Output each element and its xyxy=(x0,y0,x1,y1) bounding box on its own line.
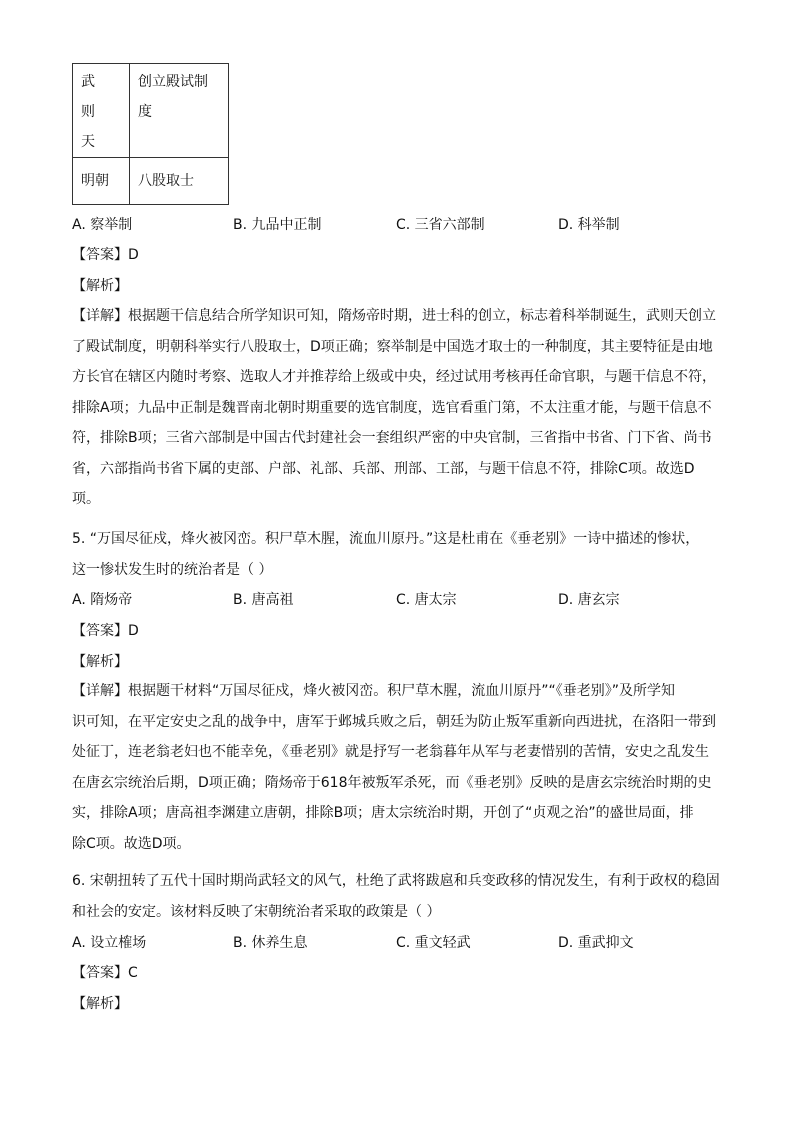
table-cell-mingchao: 明朝 xyxy=(73,158,130,205)
info-table xyxy=(72,63,229,205)
q6-option-b: B. 休养生息 xyxy=(233,935,308,951)
q4-detail-line: 符，排除B项；三省六部制是中国古代封建社会一套组织严密的中央官制，三省指中书省、门下省、尚书 xyxy=(72,430,712,446)
table-row xyxy=(73,64,229,158)
table-cell-wuzetian: 武则天 xyxy=(73,64,130,158)
q4-detail-line: 排除A项；九品中正制是魏晋南北朝时期重要的选官制度，选官看重门第，不太注重才能，与题干信息不 xyxy=(72,399,712,416)
table-cell-bagu: 八股取士 xyxy=(130,158,229,205)
q5-option-b: B. 唐高祖 xyxy=(233,592,294,608)
q6-stem xyxy=(72,866,724,927)
q4-option-d: D. 科举制 xyxy=(558,217,620,233)
q5-detail-line: 在唐玄宗统治后期，D项正确；隋炀帝于618年被叛军杀死，而《垂老别》反映的是唐玄宗统治时期的史 xyxy=(72,774,712,791)
q5-options xyxy=(72,589,722,611)
q4-detail xyxy=(72,301,724,515)
q6-stem-line: 和社会的安定。该材料反映了宋朝统治者采取的政策是（ ） xyxy=(72,903,441,920)
q4-detail-line: 项。 xyxy=(72,491,100,507)
q4-option-c: C. 三省六部制 xyxy=(396,217,485,233)
q4-option-b: B. 九品中正制 xyxy=(233,217,322,233)
q4-detail-line: 方长官在辖区内随时考察、选取人才并推荐给上级或中央，经过试用考核再任命官职，与题干信息不符， xyxy=(72,369,716,385)
q5-answer: 【答案】D xyxy=(72,623,139,639)
table-row xyxy=(73,158,229,205)
q5-stem xyxy=(72,524,724,585)
q6-option-d: D. 重武抑文 xyxy=(558,935,634,951)
q6-stem-line: 6. 宋朝扭转了五代十国时期尚武轻文的风气，杜绝了武将跋扈和兵变政移的情况发生，有利于政权的稳固 xyxy=(72,873,720,889)
q4-detail-line: 省，六部指尚书省下属的吏部、户部、礼部、兵部、刑部、工部，与题干信息不符，排除C项。故选D xyxy=(72,460,695,477)
q4-analysis-heading: 【解析】 xyxy=(72,278,128,294)
q4-detail-line: 【详解】根据题干信息结合所学知识可知，隋炀帝时期，进士科的创立，标志着科举制诞生，武则天创立 xyxy=(72,308,716,324)
q4-detail-line: 了殿试制度，明朝科举实行八股取士，D项正确；察举制是中国选才取士的一种制度，其主要特征是由地 xyxy=(72,338,713,355)
q5-option-c: C. 唐太宗 xyxy=(396,592,457,608)
q5-detail-line: 识可知，在平定安史之乱的战争中，唐军于邺城兵败之后，朝廷为防止叛军重新向西进扰，在洛阳一带到 xyxy=(72,713,716,730)
q5-stem-line: 这一惨状发生时的统治者是（ ） xyxy=(72,561,273,578)
q5-detail-line: 实，排除A项；唐高祖李渊建立唐朝，排除B项；唐太宗统治时期，开创了“贞观之治”的盛世局面，排 xyxy=(72,805,694,821)
q6-option-c: C. 重文轻武 xyxy=(396,935,471,951)
q5-detail-line: 【详解】根据题干材料“万国尽征戍，烽火被冈峦。积尸草木腥，流血川原丹”“《垂老别》”及所学知 xyxy=(72,683,676,699)
q5-option-a: A. 隋炀帝 xyxy=(72,592,133,608)
q4-option-a: A. 察举制 xyxy=(72,217,133,233)
q4-answer: 【答案】D xyxy=(72,247,139,263)
q5-detail xyxy=(72,676,724,859)
q6-option-a: A. 设立榷场 xyxy=(72,935,147,951)
table-cell-dianshi: 创立殿试制度 xyxy=(130,64,229,158)
q6-answer: 【答案】C xyxy=(72,965,138,981)
q6-options xyxy=(72,932,722,954)
q5-detail-line: 处征丁，连老翁老妇也不能幸免，《垂老别》就是抒写一老翁暮年从军与老妻惜别的苦情，安史之乱发生 xyxy=(72,744,709,760)
q5-stem-line: 5. “万国尽征戍，烽火被冈峦。积尸草木腥，流血川原丹。”这是杜甫在《垂老别》一诗中描述的惨状， xyxy=(72,531,700,547)
q4-options xyxy=(72,214,722,236)
q5-analysis-heading: 【解析】 xyxy=(72,654,128,670)
q5-detail-line: 除C项。故选D项。 xyxy=(72,835,191,852)
q6-analysis-heading: 【解析】 xyxy=(72,996,128,1012)
q5-option-d: D. 唐玄宗 xyxy=(558,592,620,608)
